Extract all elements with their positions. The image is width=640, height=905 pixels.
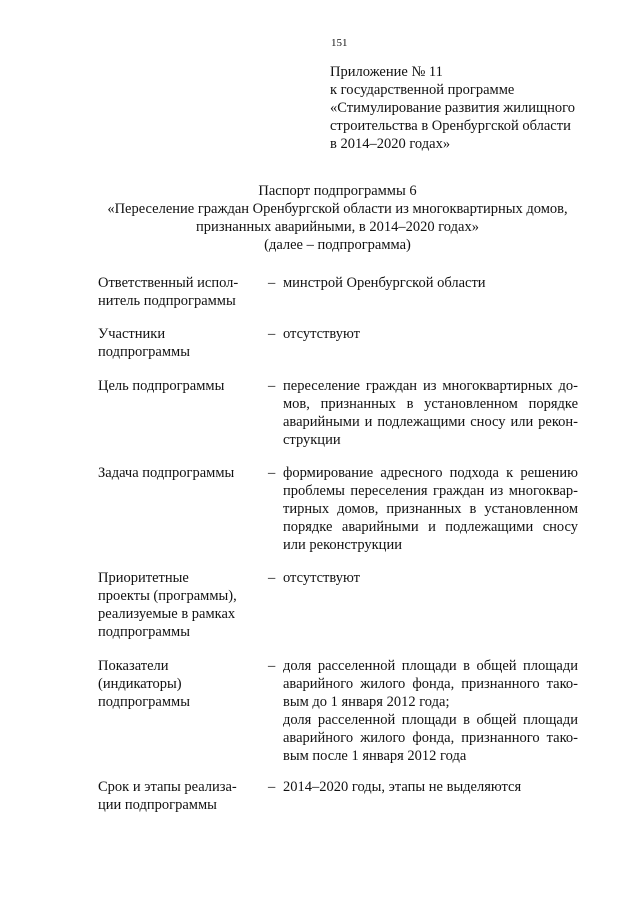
title-line: (далее – подпрограмма) xyxy=(264,237,411,253)
row-value-line: переселение граждан из многоквартирных до- xyxy=(283,378,578,394)
row-value-line: вым после 1 января 2012 года xyxy=(283,748,467,764)
row-label-line: Срок и этапы реализа- xyxy=(98,779,237,795)
row-value xyxy=(283,569,578,587)
row-label-line: реализуемые в рамках xyxy=(98,606,236,622)
row-label-line: Участники xyxy=(98,326,166,342)
row-value-line: формирование адресного подхода к решению xyxy=(283,465,578,481)
row-value-line: или реконструкции xyxy=(283,537,402,553)
row-value-line: мов, признанных в установленном порядке xyxy=(283,396,578,412)
row-value-line: порядке аварийными и подлежащими сносу xyxy=(283,519,578,535)
title-line: признанных аварийными, в 2014–2020 годах» xyxy=(196,219,479,235)
row-value-line: вым до 1 января 2012 года; xyxy=(283,694,450,710)
row-label-line: Ответственный испол- xyxy=(98,275,239,291)
row-label xyxy=(98,778,258,814)
row-dash: – xyxy=(268,779,276,795)
appendix-line: «Стимулирование развития жилищного xyxy=(330,100,575,116)
row-value xyxy=(283,778,578,796)
title-line: «Переселение граждан Оренбургской области из многоквартирных домов, xyxy=(107,201,568,217)
appendix-line: Приложение № 11 xyxy=(330,64,443,80)
row-dash: – xyxy=(268,378,276,394)
row-label-line: нитель подпрограммы xyxy=(98,293,236,309)
row-label xyxy=(98,657,258,711)
row-value-line: аварийного жилого фонда, признанного тако- xyxy=(283,676,578,692)
row-dash: – xyxy=(268,275,276,291)
row-label-line: ции подпрограммы xyxy=(98,797,217,813)
row-value-line: струкции xyxy=(283,432,341,448)
row-value xyxy=(283,377,578,449)
row-label-line: подпрограммы xyxy=(98,624,190,640)
row-value-line: отсутствуют xyxy=(283,326,360,342)
row-label-line: подпрограммы xyxy=(98,344,190,360)
row-dash: – xyxy=(268,326,276,342)
row-label-line: Задача подпрограммы xyxy=(98,465,235,481)
row-value-line: доля расселенной площади в общей площади xyxy=(283,658,578,674)
row-value-line: аварийного жилого фонда, признанного тако- xyxy=(283,730,578,746)
row-value-line: минстрой Оренбургской области xyxy=(283,275,486,291)
row-label xyxy=(98,464,258,482)
appendix-line: строительства в Оренбургской области xyxy=(330,118,571,134)
row-value-line: тирных домов, признанных в установленном xyxy=(283,501,578,517)
page-number: 151 xyxy=(331,37,348,49)
row-value-line: доля расселенной площади в общей площади xyxy=(283,712,578,728)
row-value-line: аварийными и подлежащими сносу или рекон- xyxy=(283,414,578,430)
row-dash: – xyxy=(268,570,276,586)
row-value xyxy=(283,657,578,765)
row-value xyxy=(283,325,578,343)
appendix-line: к государственной программе xyxy=(330,82,515,98)
row-label-line: (индикаторы) xyxy=(98,676,182,692)
row-label-line: проекты (программы), xyxy=(98,588,237,604)
row-label-line: подпрограммы xyxy=(98,694,190,710)
passport-title xyxy=(60,182,615,254)
row-label xyxy=(98,377,258,395)
row-label-line: Приоритетные xyxy=(98,570,189,586)
row-label xyxy=(98,274,258,310)
row-label-line: Цель подпрограммы xyxy=(98,378,225,394)
row-label-line: Показатели xyxy=(98,658,169,674)
row-value-line: 2014–2020 годы, этапы не выделяются xyxy=(283,779,522,795)
row-dash: – xyxy=(268,465,276,481)
row-label xyxy=(98,569,258,641)
row-value-line: проблемы переселения граждан из многоквар- xyxy=(283,483,578,499)
row-dash: – xyxy=(268,658,276,674)
row-value xyxy=(283,464,578,554)
appendix-line: в 2014–2020 годах» xyxy=(330,136,451,152)
row-value-line: отсутствуют xyxy=(283,570,360,586)
row-value xyxy=(283,274,578,292)
row-label xyxy=(98,325,258,361)
appendix-header xyxy=(330,63,610,153)
title-line: Паспорт подпрограммы 6 xyxy=(258,183,417,199)
